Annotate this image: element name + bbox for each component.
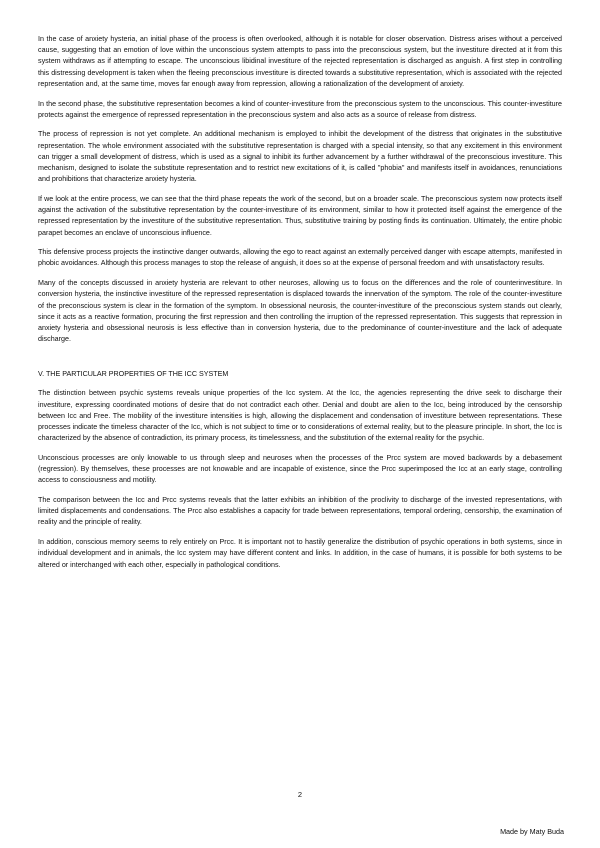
page-content xyxy=(38,34,562,579)
paragraph-entire-process: If we look at the entire process, we can see that the third phase repeats the work of the second, but on a broader scale. The preconscious system now protects itself against the activation of the substitutive representation by the counter-investiture of its environment, similar to how it protected itself against the emergence of the repressed representation by the investiture of the substitutive representation. Thus, substitutive training by posting finds its continuation. Ultimately, the entire phobic parapet becomes an enclave of unconscious influence. xyxy=(38,194,562,237)
paragraph-icc-prcc-comparison: The comparison between the Icc and Prcc systems reveals that the latter exhibits an inhibition of the proclivity to discharge of the invested representations, with limited displacements and condensations. The Prcc also establishes a capacity for trade between representations, temporal ordering, censorship, the examination of reality and the principle of reality. xyxy=(38,496,562,527)
paragraph-unconscious-processes: Unconscious processes are only knowable to us through sleep and neuroses when the processes of the Prcc system are moved backwards by a debasement (regression). By themselves, these processes are not knowable and are incapable of existence, since the Prcc superimposed the Icc at an early stage, controlling access to consciousness and motility. xyxy=(38,453,562,485)
page-number: 2 xyxy=(297,790,303,799)
paragraph-conscious-memory: In addition, conscious memory seems to rely entirely on Prcc. It is important not to hastily generalize the distribution of psychic operations in both systems, since in individual development and in animals, the Icc system may have different content and links. In addition, in the case of humans, it is possible for both systems to be altered or interchanged with each other, especially in pathological conditions. xyxy=(38,538,562,569)
author-credit: Made by Maty Buda xyxy=(500,827,564,836)
paragraph-other-neuroses: Many of the concepts discussed in anxiety hysteria are relevant to other neuroses, allowing us to focus on the differences and the role of counterinvestiture. In conversion hysteria, the instinctive investiture of the repressed representation is displaced towards the innervation of the symptom. The role of the counter-investiture of the preconscious system is clear in the formation of the symptom. In obsessional neurosis, the counter-investiture of the preconscious system stands out clearly, since it acts as a reactive formation, procuring the first repression and then controlling the irruption of the repressed representation. This suggests that repression in anxiety hysteria and obsessional neurosis is less effective than in conversion hysteria, due to the predominance of counter-investiture and the lack of adequate discharge. xyxy=(38,279,562,344)
paragraph-defensive-process: This defensive process projects the instinctive danger outwards, allowing the ego to react against an externally perceived danger with escape attempts, manifested in phobic avoidances. Although this process manages to stop the release of anguish, it does so at the expense of personal freedom and with unsatisfactory results. xyxy=(38,248,562,268)
section-heading: V. THE PARTICULAR PROPERTIES OF THE ICC SYSTEM xyxy=(38,370,229,379)
paragraph-psychic-systems: The distinction between psychic systems reveals unique properties of the Icc system. At the Icc, the agencies representing the drive seek to discharge their investiture, expressing coordinated motions of desire that do not contradict each other. Denial and doubt are alien to the Icc, being introduced by the censorship between Icc and Free. The mobility of the investiture intensities is high, allowing the displacement and condensation of investiture between representations. These processes indicate the timeless character of the Icc, which is not subject to time or to considerations of external reality, but to the pleasure principle. In short, the Icc is characterized by the absence of contradiction, its primary process, its timelessness, and the substitution of the external reality for the psychic. xyxy=(38,389,562,443)
paragraph-anxiety-hysteria-intro: In the case of anxiety hysteria, an initial phase of the process is often overlooked, although it is notable for closer observation. Distress arises without a perceived cause, suggesting that an emotion of love within the unconscious system attempts to pass into the preconscious system, but the investiture directed at it from this system withdraws as if attempting to escape. The unconscious libidinal investiture of the rejected representation is discharged as anguish. A first step in controlling this distressing development is taken when the fleeing preconscious investiture is directed towards a substitutive representation, which is associated with the rejected representation and, at the same time, moves far enough away from repression, allowing a rationalization of the development of anxiety. xyxy=(38,35,562,88)
paragraph-second-phase: In the second phase, the substitutive representation becomes a kind of counter-investiture from the preconscious system to the unconscious. This counter-investiture protects against the emergence of repressed representation in the preconscious system and also acts as a source of release from distress. xyxy=(38,99,562,119)
paragraph-repression-incomplete: The process of repression is not yet complete. An additional mechanism is employed to inhibit the development of the distress that originates in the substitutive representation. The whole environment associated with the substitutive representation is charged with a special intensity, so that any excitement in this environment can trigger a small development of distress, which is used as a signal to inhibit its further advancement by a further withdrawal of the preconscious investiture. This mechanism, designed to isolate the substitute representation and to restrict new excitations of it, is called "phobia" and manifests itself in avoidances, renunciations and prohibitions that characterize anxiety hysteria. xyxy=(38,130,562,184)
